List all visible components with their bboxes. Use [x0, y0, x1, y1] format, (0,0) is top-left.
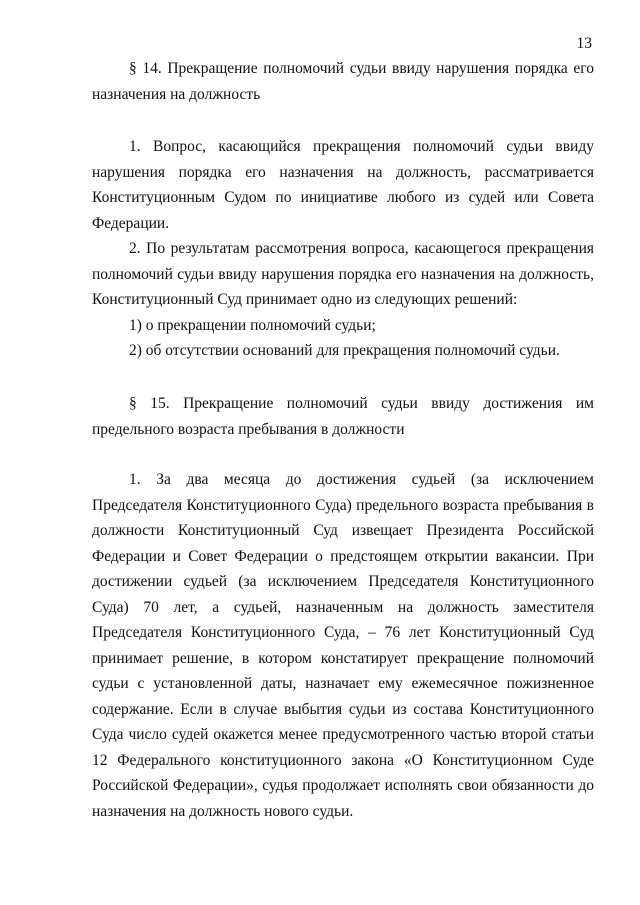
list-item: 2) об отсутствии оснований для прекращения полномочий судьи.: [129, 342, 560, 359]
page-number: 13: [576, 35, 592, 52]
section-14-heading: [92, 56, 594, 107]
section-15-heading: [92, 391, 594, 442]
section-15-body: [92, 467, 594, 824]
paragraph: 2. По результатам рассмотрения вопроса, касающегося прекращения полномочий судьи ввиду нарушения порядка его назначения на должность, Конституционный Суд принимает одно из следующих решений:: [92, 240, 594, 308]
paragraph: 1. Вопрос, касающийся прекращения полномочий судьи ввиду нарушения порядка его назначения на должность, рассматривается Конституционным Судом по инициативе любого из судей или Совета Федерации.: [92, 138, 594, 232]
paragraph: 1. За два месяца до достижения судьей (за исключением Председателя Конституционного Суда) предельного возраста пребывания в должности Конституционный Суд извещает Президента Российской Федерации и Совет Федерации о предстоящем открытии вакансии. При достижении судьей (за исключением Председателя Конституционного Суда) 70 лет, а судьей, назначенным на должность заместителя Председателя Конституционного Суда, – 76 лет Конституционный Суд принимает решение, в котором констатирует прекращение полномочий судьи с установленной даты, назначает ему ежемесячное пожизненное содержание. Если в случае выбытия судьи из состава Конституционного Суда число судей окажется менее предусмотренного частью второй статьи 12 Федерального конституционного закона «О Конституционном Суде Российской Федерации», судья продолжает исполнять свои обязанности до назначения на должность нового судьи.: [92, 471, 594, 820]
section-heading-text: § 14. Прекращение полномочий судьи ввиду нарушения порядка его назначения на должность: [92, 60, 594, 103]
list-item: 1) о прекращении полномочий судьи;: [129, 316, 376, 334]
section-14-body: [92, 134, 594, 364]
section-heading-text: § 15. Прекращение полномочий судьи ввиду достижения им предельного возраста пребывания в должности: [92, 395, 594, 438]
